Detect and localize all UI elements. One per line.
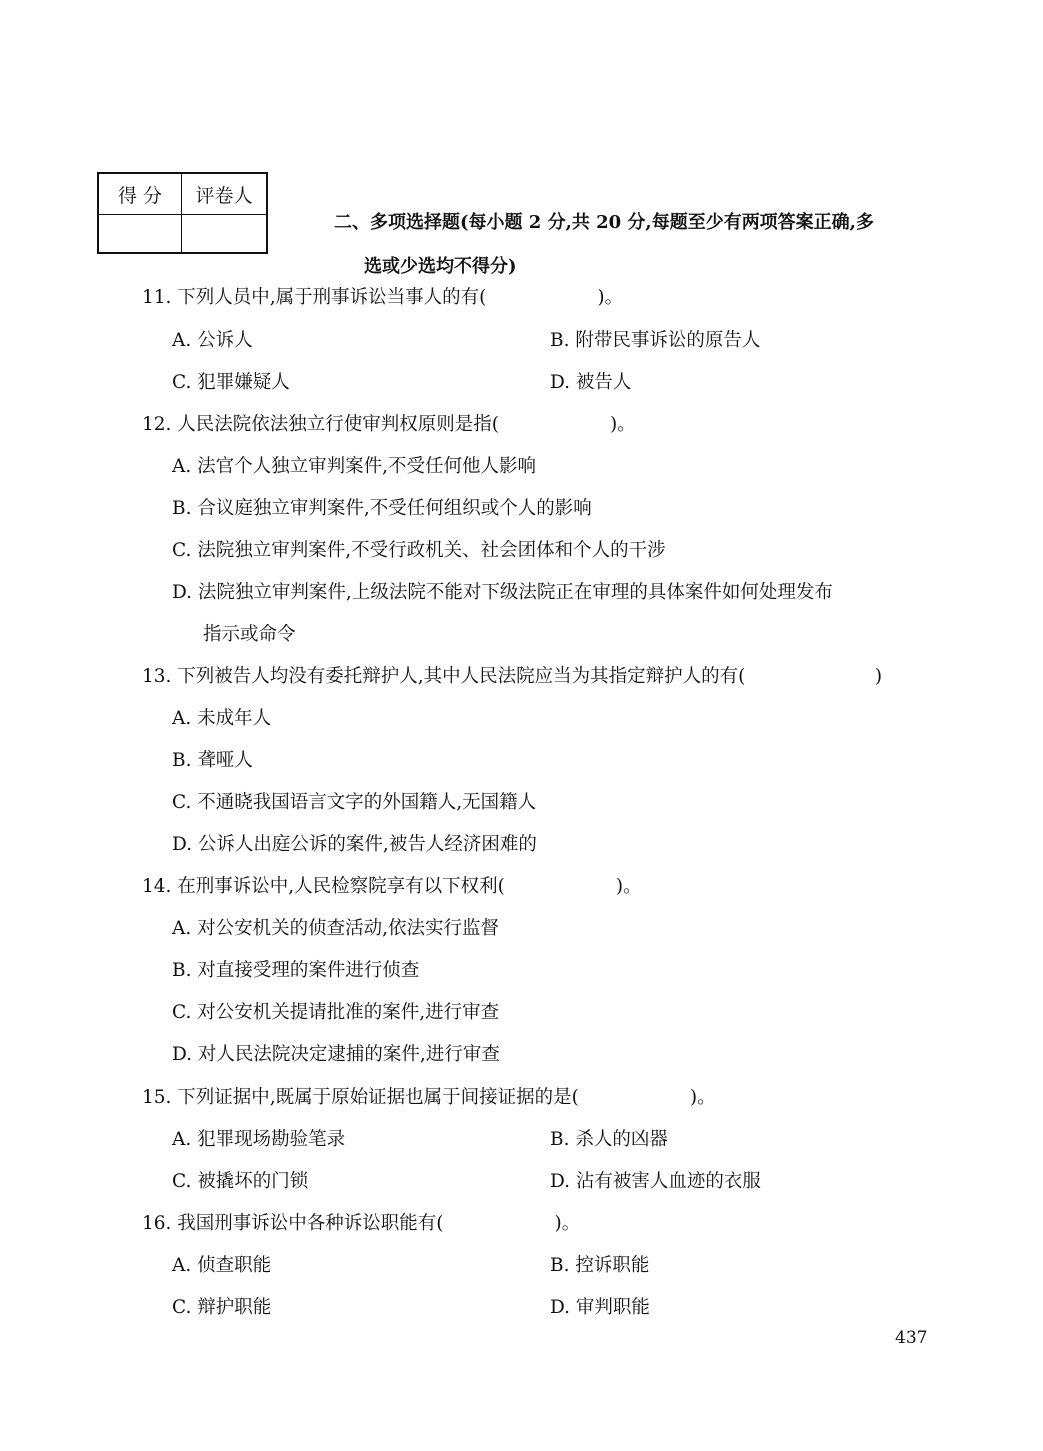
option-d: D. 对人民法院决定逮捕的案件,进行审查	[172, 1044, 500, 1065]
question-stem: 13. 下列被告人均没有委托辩护人,其中人民法院应当为其指定辩护人的有( )	[142, 666, 883, 687]
score-cell	[98, 215, 182, 254]
option-c: C. 对公安机关提请批准的案件,进行审查	[172, 1002, 500, 1023]
option-b: B. 对直接受理的案件进行侦查	[172, 960, 420, 981]
question-stem: 11. 下列人员中,属于刑事诉讼当事人的有( )。	[142, 287, 624, 308]
option-b: B. 附带民事诉讼的原告人	[550, 330, 761, 351]
option-c: C. 犯罪嫌疑人	[172, 372, 290, 393]
option-d: D. 被告人	[550, 372, 632, 393]
option-a: A. 侦查职能	[172, 1255, 272, 1276]
section-title-line1: 二、多项选择题(每小题 2 分,共 20 分,每题至少有两项答案正确,多	[334, 212, 874, 233]
option-c: C. 辩护职能	[172, 1297, 272, 1318]
option-d: D. 沾有被害人血迹的衣服	[550, 1171, 761, 1192]
grader-label: 评卷人	[182, 173, 268, 215]
grader-cell	[182, 215, 268, 254]
question-stem: 16. 我国刑事诉讼中各种诉讼职能有( )。	[142, 1213, 581, 1234]
question-stem: 14. 在刑事诉讼中,人民检察院享有以下权利( )。	[142, 876, 642, 897]
option-d: D. 审判职能	[550, 1297, 650, 1318]
option-b: B. 控诉职能	[550, 1255, 650, 1276]
option-a: A. 法官个人独立审判案件,不受任何他人影响	[172, 456, 537, 477]
question-stem: 12. 人民法院依法独立行使审判权原则是指( )。	[142, 414, 636, 435]
option-b: B. 合议庭独立审判案件,不受任何组织或个人的影响	[172, 498, 592, 519]
option-a: A. 未成年人	[172, 708, 272, 729]
option-d-continued: 指示或命令	[203, 624, 296, 645]
section-title-line2: 选或少选均不得分)	[364, 256, 517, 277]
option-a: A. 对公安机关的侦查活动,依法实行监督	[172, 918, 500, 939]
option-c: C. 法院独立审判案件,不受行政机关、社会团体和个人的干涉	[172, 540, 666, 561]
option-b: B. 聋哑人	[172, 750, 253, 771]
score-table	[97, 172, 268, 254]
page-number: 437	[895, 1328, 928, 1348]
score-label: 得 分	[98, 173, 182, 215]
option-d: D. 法院独立审判案件,上级法院不能对下级法院正在审理的具体案件如何处理发布	[172, 582, 833, 603]
option-b: B. 杀人的凶器	[550, 1129, 668, 1150]
question-stem: 15. 下列证据中,既属于原始证据也属于间接证据的是( )。	[142, 1087, 716, 1108]
option-d: D. 公诉人出庭公诉的案件,被告人经济困难的	[172, 834, 537, 855]
option-a: A. 犯罪现场勘验笔录	[172, 1129, 346, 1150]
option-a: A. 公诉人	[172, 330, 253, 351]
option-c: C. 不通晓我国语言文字的外国籍人,无国籍人	[172, 792, 537, 813]
option-c: C. 被撬坏的门锁	[172, 1171, 309, 1192]
section-title	[334, 201, 954, 289]
